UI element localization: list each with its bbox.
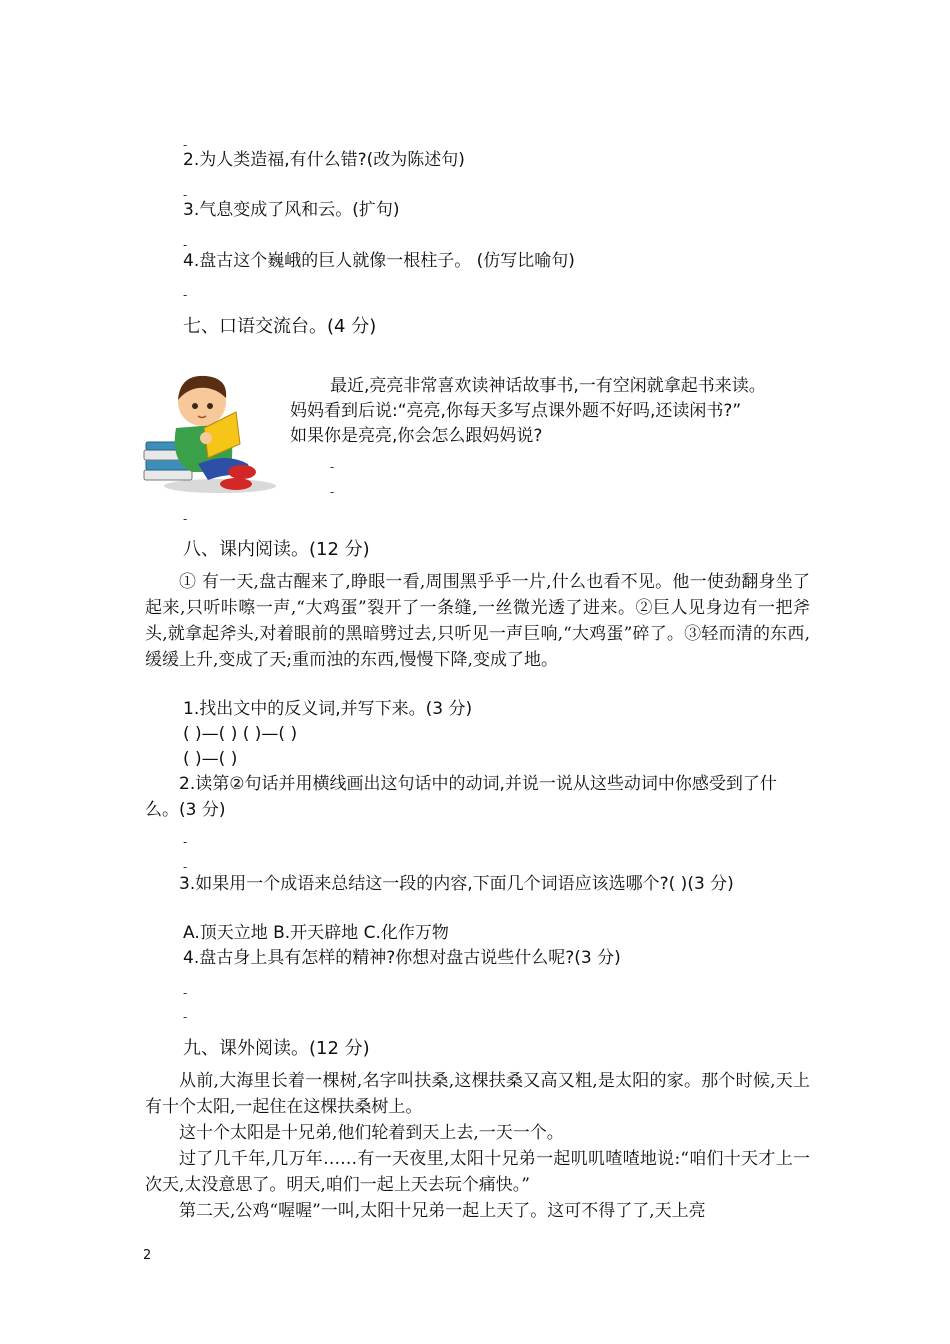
question-3-expand: 3.气息变成了风和云。(扩句) (183, 200, 400, 220)
question-4-metaphor: 4.盘古这个巍峨的巨人就像一根柱子。 (仿写比喻句) (183, 251, 575, 271)
question-3-options: A.顶天立地 B.开天辟地 C.化作万物 (183, 923, 449, 943)
question-2-rewrite: 2.为人类造福,有什么错?(改为陈述句) (183, 150, 465, 170)
answer-line-dash: - (183, 1010, 188, 1024)
answer-line-dash: - (183, 512, 188, 526)
answer-line-dash: - (183, 860, 188, 874)
passage-paragraph: 过了几千年,几万年……有一天夜里,太阳十兄弟一起叽叽喳喳地说:“咱们十天才上一次天,太没意思了。明天,咱们一起上天去玩个痛快。” (145, 1149, 810, 1195)
section-9-heading: 九、课外阅读。(12 分) (183, 1038, 370, 1059)
question-3-idiom (145, 871, 810, 897)
antonym-blanks-row-1: ( )—( ) ( )—( ) (183, 724, 298, 744)
question-4-spirit: 4.盘古身上具有怎样的精神?你想对盘古说些什么呢?(3 分) (183, 948, 621, 968)
question-1-antonyms: 1.找出文中的反义词,并写下来。(3 分) (183, 699, 473, 719)
section-8-heading: 八、课内阅读。(12 分) (183, 539, 370, 560)
boy-reading-icon (140, 372, 280, 497)
section-7-heading: 七、口语交流台。(4 分) (183, 316, 377, 337)
answer-line-dash: - (183, 986, 188, 1000)
passage-paragraph: 这十个太阳是十兄弟,他们轮着到天上去,一天一个。 (179, 1123, 564, 1143)
question-2-text: 2.读第②句话并用横线画出这句话中的动词,并说一说从这些动词中你感受到了什么。(3 分) (145, 774, 777, 820)
question-3-text: 3.如果用一个成语来总结这一段的内容,下面几个词语应该选哪个?( )(3 分) (179, 874, 734, 894)
dialogue-line-1: 最近,亮亮非常喜欢读神话故事书,一有空闲就拿起书来读。 (330, 376, 766, 396)
passage-paragraph: ① 有一天,盘古醒来了,睁眼一看,周围黑乎乎一片,什么也看不见。他一使劲翻身坐了起来,只听咔嚓一声,“大鸡蛋”裂开了一条缝,一丝微光透了进来。②巨人见身边有一把斧头,就拿起斧头,对着眼前的黑暗劈过去,只听见一声巨响,“大鸡蛋”碎了。③轻而清的东西,缓缓上升,变成了天;重而浊的东西,慢慢下降,变成了地。 (145, 572, 810, 670)
reading-passage-pangu (145, 569, 810, 673)
answer-line-dash: - (183, 238, 188, 252)
question-2-verbs (145, 771, 810, 823)
boy-reading-illustration (140, 372, 280, 497)
answer-line-dash: - (330, 460, 335, 474)
dialogue-line-3: 如果你是亮亮,你会怎么跟妈妈说? (290, 426, 543, 446)
passage-paragraph: 从前,大海里长着一棵树,名字叫扶桑,这棵扶桑又高又粗,是太阳的家。那个时候,天上有十个太阳,一起住在这棵扶桑树上。 (145, 1071, 810, 1117)
reading-passage-ten-suns (145, 1068, 810, 1224)
answer-line-dash: - (183, 288, 188, 302)
passage-paragraph: 第二天,公鸡“喔喔”一叫,太阳十兄弟一起上天了。这可不得了了,天上亮 (179, 1201, 706, 1221)
answer-line-dash: - (330, 485, 335, 499)
antonym-blanks-row-2: ( )—( ) (183, 749, 238, 769)
dialogue-line-2: 妈妈看到后说:“亮亮,你每天多写点课外题不好吗,还读闲书?” (290, 401, 742, 421)
answer-line-dash: - (183, 835, 188, 849)
answer-line-dash: - (183, 138, 188, 152)
answer-line-dash: - (183, 188, 188, 202)
page-number: 2 (143, 1248, 152, 1263)
